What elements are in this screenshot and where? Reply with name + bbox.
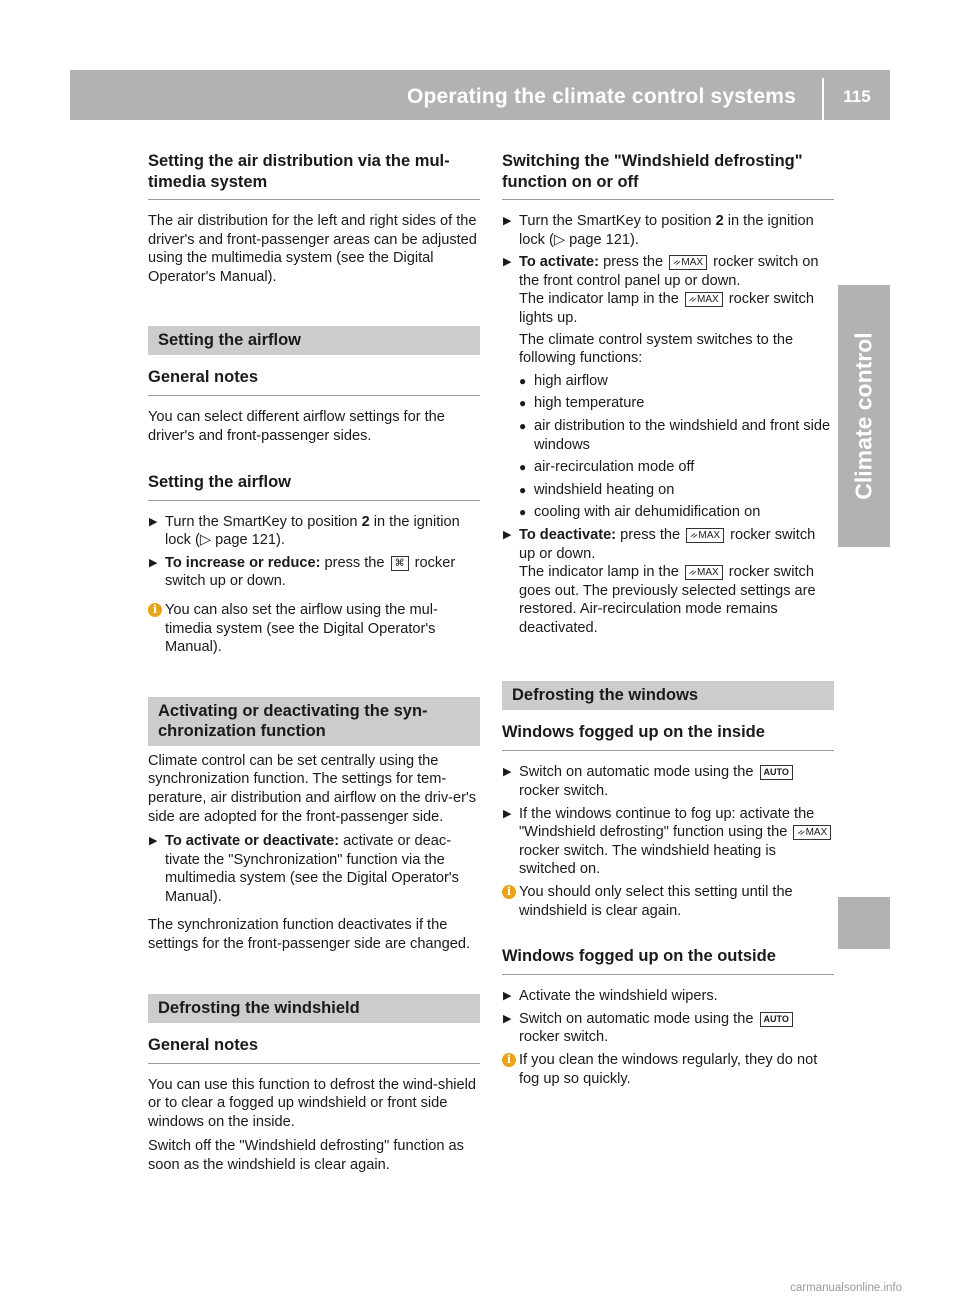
section-band: Defrosting the windshield	[148, 994, 480, 1023]
step-arrow-icon: ▶	[149, 515, 158, 528]
section-heading: Switching the "Windshield defrosting" function on or off	[502, 151, 834, 200]
subheading: Windows fogged up on the inside	[502, 722, 834, 751]
section-band: Defrosting the windows	[502, 681, 834, 710]
info-note: i You should only select this setting until the windshield is clear again.	[502, 883, 834, 920]
page-header	[70, 70, 890, 120]
section-band: Activating or deactivating the syn-chronization function	[148, 697, 480, 746]
auto-switch-icon: AUTO	[760, 1012, 793, 1027]
list-item: ● air distribution to the windshield and front side windows	[519, 417, 831, 453]
paragraph: Switch off the "Windshield defrosting" function as soon as the windshield is clear again.	[148, 1138, 464, 1174]
defrost-max-icon: ᨀMAX	[685, 292, 723, 307]
instruction-step: ▶ To increase or reduce: press the ⌘ rocker switch up or down.	[149, 554, 456, 590]
step-arrow-icon: ▶	[149, 556, 158, 569]
instruction-step: ▶ Switch on automatic mode using the AUTO rocker switch.	[502, 1010, 834, 1047]
instruction-step: ▶ Activate the windshield wipers.	[503, 988, 718, 1005]
section-band: Setting the airflow	[148, 326, 480, 355]
defrost-max-icon: ᨀMAX	[685, 565, 723, 580]
chapter-title: Operating the climate control systems	[406, 85, 796, 108]
info-note: i If you clean the windows regularly, they do not fog up so quickly.	[502, 1051, 834, 1088]
info-icon: i	[148, 603, 162, 617]
paragraph: You can use this function to defrost the wind-shield or to clear a fogged up windshield or front side windows on the inside.	[148, 1076, 477, 1130]
step-arrow-icon: ▶	[503, 528, 512, 541]
step-arrow-icon: ▶	[503, 1012, 512, 1025]
defrost-max-icon: ᨀMAX	[793, 825, 831, 840]
instruction-step: ▶ To activate or deactivate: activate or deac-tivate the "Synchronization" function via the multimedia system (see the Digital Operator's Manual).	[149, 833, 459, 905]
subheading: Setting the airflow	[148, 472, 480, 501]
instruction-step: ▶ To deactivate: press the ᨀMAX rocker switch up or down. The indicator lamp in the ᨀMAX rocker switch goes out. The previously selected settings are restored. Air-recirculation mode remains deactivated.	[503, 526, 816, 636]
chapter-side-tab	[838, 285, 890, 547]
info-icon: i	[502, 1053, 516, 1067]
paragraph: The synchronization function deactivates if the settings for the front-passenger side are changed.	[148, 917, 471, 953]
instruction-step: ▶ If the windows continue to fog up: activate the "Windshield defrosting" function using the ᨀMAX rocker switch. The windshield heating is switched on.	[502, 805, 834, 879]
step-arrow-icon: ▶	[503, 807, 512, 820]
list-item: ● high temperature	[519, 395, 645, 412]
page-number: 115	[843, 87, 871, 106]
list-item: ● windshield heating on	[519, 481, 675, 498]
paragraph: You can select different airflow settings for the driver's and front-passenger sides.	[148, 409, 445, 444]
left-column	[148, 151, 480, 1175]
step-arrow-icon: ▶	[503, 215, 512, 227]
paragraph: Climate control can be set centrally using the synchronization function. The settings for tem-perature, air distribution and airflow on the driv-er's side are adopted for the front-passenger side.	[148, 752, 477, 825]
defrost-max-icon: ᨀMAX	[686, 528, 724, 543]
step-arrow-icon: ▶	[503, 256, 512, 269]
list-item: ● cooling with air dehumidification on	[519, 504, 761, 521]
airflow-switch-icon: ⌘	[391, 556, 409, 571]
auto-switch-icon: AUTO	[760, 765, 793, 780]
step-arrow-icon: ▶	[503, 766, 512, 779]
instruction-step: ▶ Turn the SmartKey to position 2 in the ignition lock (▷ page 121).	[503, 213, 814, 248]
list-item: ● high airflow	[519, 372, 608, 389]
step-arrow-icon: ▶	[149, 835, 158, 848]
watermark: carmanualsonline.info	[790, 1282, 902, 1294]
list-item: ● air-recirculation mode off	[519, 459, 695, 476]
paragraph: The air distribution for the left and right sides of the driver's and front-passenger areas can be adjusted using the multimedia system (see the Digital Operator's Manual).	[148, 213, 477, 285]
header-divider	[822, 78, 824, 120]
defrost-max-icon: ᨀMAX	[669, 255, 707, 270]
step-arrow-icon: ▶	[503, 990, 512, 1003]
subheading: Windows fogged up on the outside	[502, 946, 834, 975]
right-column	[502, 151, 834, 1088]
subheading: General notes	[148, 1035, 480, 1064]
instruction-step: ▶ Turn the SmartKey to position 2 in the ignition lock (▷ page 121).	[149, 513, 460, 549]
side-tab-label: Climate control	[850, 332, 877, 500]
side-marker	[838, 897, 890, 949]
instruction-step: ▶ To activate: press the ᨀMAX rocker switch on the front control panel up or down. The indicator lamp in the ᨀMAX rocker switch lights up. The climate control system switches to the following functions:	[503, 254, 819, 367]
info-icon: i	[502, 885, 516, 899]
section-heading: Setting the air distribution via the mul-timedia system	[148, 151, 480, 200]
instruction-step: ▶ Switch on automatic mode using the AUTO rocker switch.	[502, 763, 834, 800]
info-note: i You can also set the airflow using the mul-timedia system (see the Digital Operator's Manual).	[148, 601, 480, 657]
subheading: General notes	[148, 367, 480, 396]
